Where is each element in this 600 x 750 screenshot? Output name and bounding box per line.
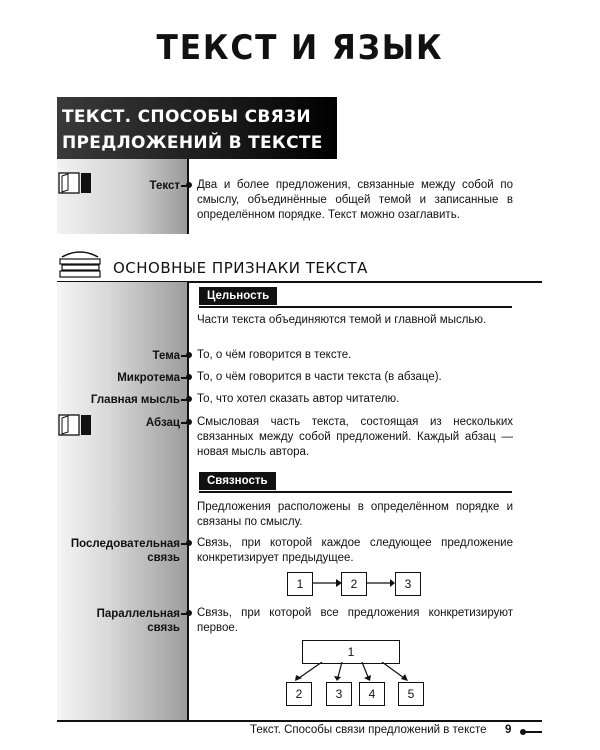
term-dot: [186, 396, 192, 402]
term-dot: [186, 352, 192, 358]
books-stack-icon: [58, 249, 102, 281]
page-number: 9: [505, 724, 512, 736]
term-main-idea: Главная мысль: [90, 394, 180, 406]
par-box-5: 5: [398, 682, 424, 706]
term-parallel-line1: Параллельная: [96, 608, 180, 620]
section-header-line1: ТЕКСТ. СПОСОБЫ СВЯЗИ: [62, 107, 311, 127]
divider-line-bottom: [187, 283, 189, 720]
definition-microtheme: То, о чём говорится в части текста (в абзаце).: [197, 371, 442, 383]
seq-box-2: 2: [341, 572, 367, 596]
seq-box-3: 3: [395, 572, 421, 596]
section-header-line2: ПРЕДЛОЖЕНИЙ В ТЕКСТЕ: [62, 133, 323, 153]
definition-sequential: Связь, при которой каждое следующее предложение конкретизирует предыдущее.: [197, 537, 513, 564]
coherence-intro: Предложения расположены в определённом порядке и связаны по смыслу.: [197, 501, 513, 528]
footer-rule: [57, 720, 542, 722]
tag-integrity-rule: [199, 306, 512, 308]
section-header: [62, 104, 332, 156]
integrity-intro: Части текста объединяются темой и главной мыслью.: [197, 314, 487, 326]
tag-coherence: Связность: [199, 472, 276, 490]
term-sequential: [71, 537, 180, 565]
term-sequential-line2: связь: [147, 552, 180, 564]
seq-arrows: [311, 575, 395, 591]
footer-running-title: Текст. Способы связи предложений в тексте: [250, 724, 487, 736]
book-icon: [58, 170, 92, 196]
divider-line-top: [187, 159, 189, 234]
footer-tick: [524, 731, 542, 733]
left-panel-bottom: [57, 282, 187, 720]
tag-integrity: Цельность: [199, 287, 277, 305]
section-title: ОСНОВНЫЕ ПРИЗНАКИ ТЕКСТА: [113, 259, 368, 277]
term-dot: [186, 419, 192, 425]
definition-paragraph: Смысловая часть текста, состоящая из нескольких связанных между собой предложений. Каждый абзац — новая мысль автора.: [197, 416, 513, 458]
par-box-3: 3: [326, 682, 352, 706]
term-theme: Тема: [152, 350, 180, 362]
definition-theme: То, о чём говорится в тексте.: [197, 349, 352, 361]
book-icon: [58, 412, 92, 438]
term-text: Текст: [149, 180, 180, 192]
term-microtheme: Микротема: [117, 372, 180, 384]
term-dot: [186, 540, 192, 546]
term-parallel: [97, 607, 180, 635]
par-box-4: 4: [359, 682, 385, 706]
definition-text: Два и более предложения, связанные между собой по смыслу, объединённые общей темой и записанные в определённом порядке. Текст можно озаглавить.: [197, 179, 513, 221]
par-box-2: 2: [286, 682, 312, 706]
term-parallel-line2: связь: [147, 622, 180, 634]
seq-box-1: 1: [287, 572, 313, 596]
par-arrows: [282, 662, 422, 682]
term-sequential-line1: Последовательная: [70, 538, 180, 550]
page-title: ТЕКСТ И ЯЗЫК: [156, 28, 444, 68]
definition-main-idea: То, что хотел сказать автор читателю.: [197, 393, 400, 405]
tag-coherence-rule: [199, 491, 512, 493]
term-paragraph: Абзац: [145, 417, 180, 429]
par-top-box: 1: [302, 640, 400, 664]
definition-parallel: Связь, при которой все предложения конкретизируют первое.: [197, 607, 513, 634]
term-dot: [186, 610, 192, 616]
term-dot: [186, 374, 192, 380]
